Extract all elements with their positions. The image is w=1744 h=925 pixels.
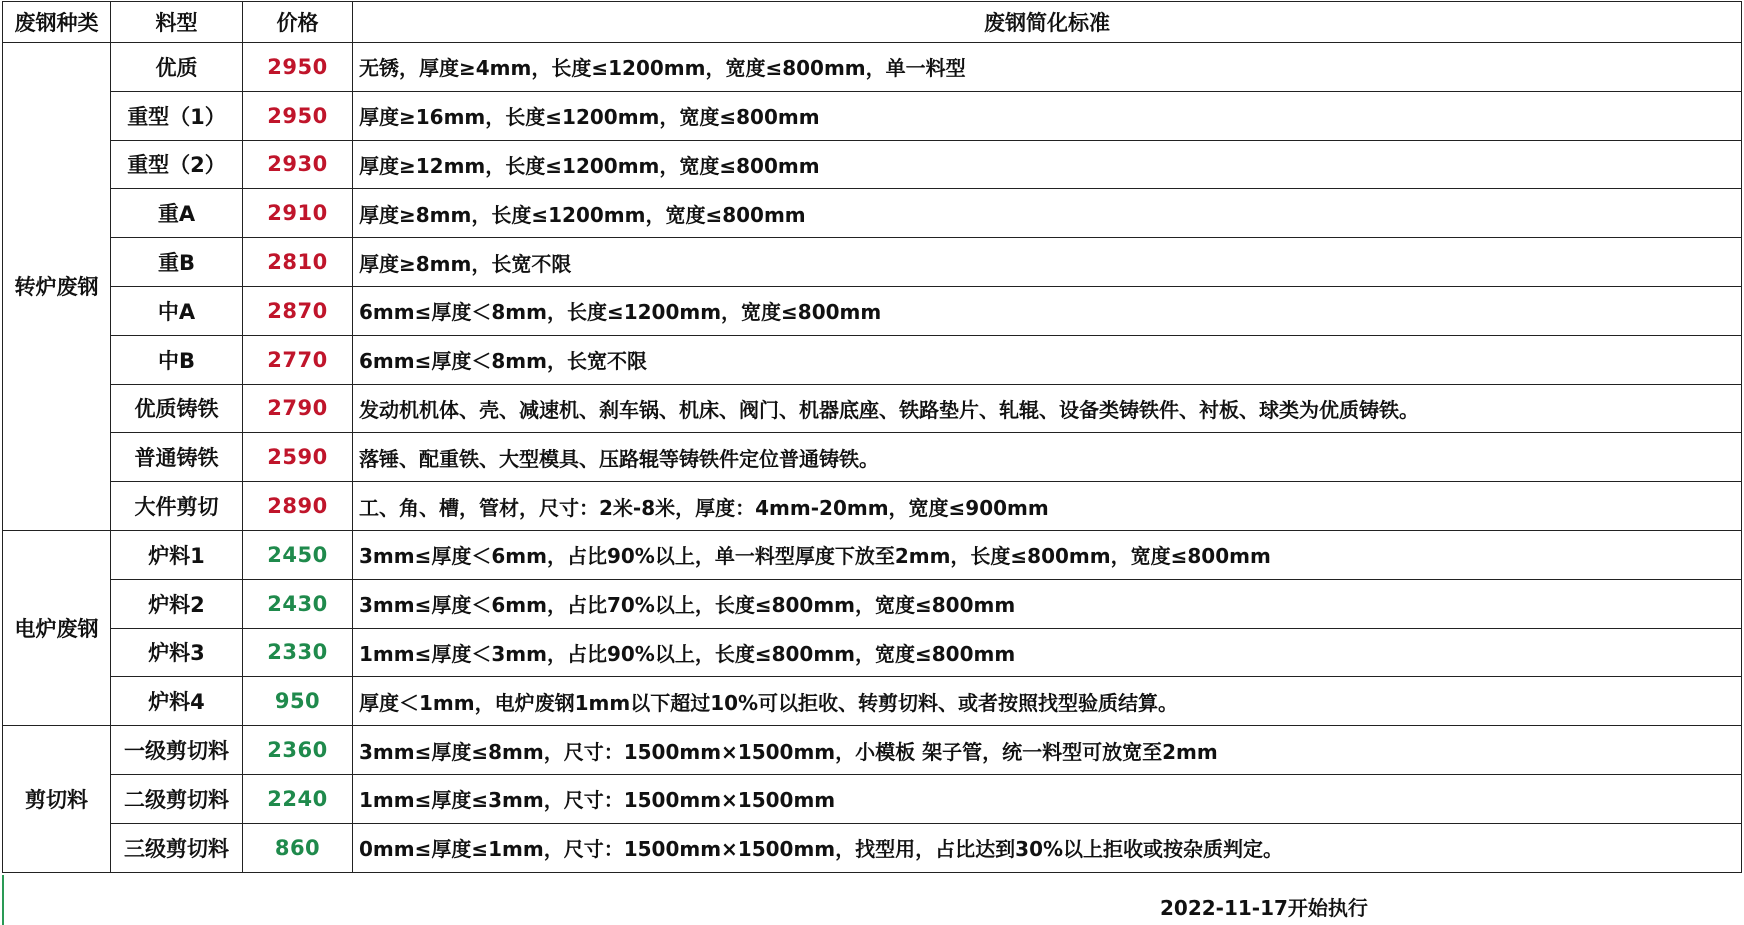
row-type: 优质铸铁 bbox=[111, 384, 243, 433]
row-standard: 3mm≤厚度＜6mm，占比70%以上，长度≤800mm，宽度≤800mm bbox=[353, 579, 1742, 628]
table-row bbox=[3, 823, 1742, 872]
header-standard: 废钢简化标准 bbox=[353, 2, 1742, 43]
row-standard: 厚度≥8mm，长宽不限 bbox=[353, 238, 1742, 287]
table-row bbox=[3, 335, 1742, 384]
row-type: 重型（2） bbox=[111, 140, 243, 189]
row-price: 2910 bbox=[243, 189, 353, 238]
header-price: 价格 bbox=[243, 2, 353, 43]
row-price: 2360 bbox=[243, 726, 353, 775]
row-price: 2870 bbox=[243, 286, 353, 335]
row-type: 炉料3 bbox=[111, 628, 243, 677]
row-price: 2330 bbox=[243, 628, 353, 677]
row-type: 大件剪切 bbox=[111, 482, 243, 531]
group-converter-steel: 转炉废钢 bbox=[3, 43, 111, 531]
row-type: 炉料1 bbox=[111, 530, 243, 579]
row-type: 炉料4 bbox=[111, 677, 243, 726]
row-standard: 工、角、槽，管材，尺寸：2米-8米，厚度：4mm-20mm，宽度≤900mm bbox=[353, 482, 1742, 531]
row-price: 2430 bbox=[243, 579, 353, 628]
row-price: 2450 bbox=[243, 530, 353, 579]
row-price: 2790 bbox=[243, 384, 353, 433]
row-standard: 厚度≥12mm，长度≤1200mm，宽度≤800mm bbox=[353, 140, 1742, 189]
row-price: 2950 bbox=[243, 43, 353, 92]
table-row bbox=[3, 91, 1742, 140]
effective-date: 2022-11-17开始执行 bbox=[1160, 896, 1368, 920]
row-standard: 1mm≤厚度＜3mm，占比90%以上，长度≤800mm，宽度≤800mm bbox=[353, 628, 1742, 677]
scrap-steel-price-table bbox=[2, 1, 1742, 873]
table-row bbox=[3, 774, 1742, 823]
row-standard: 落锤、配重铁、大型模具、压路辊等铸铁件定位普通铸铁。 bbox=[353, 433, 1742, 482]
table-row bbox=[3, 726, 1742, 775]
row-standard: 3mm≤厚度＜6mm，占比90%以上，单一料型厚度下放至2mm，长度≤800mm，宽度≤800mm bbox=[353, 530, 1742, 579]
row-price: 860 bbox=[243, 823, 353, 872]
row-type: 中B bbox=[111, 335, 243, 384]
row-price: 2930 bbox=[243, 140, 353, 189]
table-row bbox=[3, 238, 1742, 287]
table-row bbox=[3, 482, 1742, 531]
table-row bbox=[3, 628, 1742, 677]
row-type: 炉料2 bbox=[111, 579, 243, 628]
row-type: 二级剪切料 bbox=[111, 774, 243, 823]
table-row bbox=[3, 189, 1742, 238]
table-row bbox=[3, 677, 1742, 726]
row-standard: 0mm≤厚度≤1mm，尺寸：1500mm×1500mm，找型用，占比达到30%以上拒收或按杂质判定。 bbox=[353, 823, 1742, 872]
table-row bbox=[3, 140, 1742, 189]
table-row bbox=[3, 43, 1742, 92]
row-standard: 3mm≤厚度≤8mm，尺寸：1500mm×1500mm，小模板 架子管，统一料型可放宽至2mm bbox=[353, 726, 1742, 775]
row-price: 2770 bbox=[243, 335, 353, 384]
table-row bbox=[3, 530, 1742, 579]
row-type: 三级剪切料 bbox=[111, 823, 243, 872]
table-row bbox=[3, 579, 1742, 628]
row-type: 一级剪切料 bbox=[111, 726, 243, 775]
row-type: 重型（1） bbox=[111, 91, 243, 140]
row-type: 优质 bbox=[111, 43, 243, 92]
row-type: 重B bbox=[111, 238, 243, 287]
row-price: 950 bbox=[243, 677, 353, 726]
row-price: 2890 bbox=[243, 482, 353, 531]
row-standard: 厚度≥8mm，长度≤1200mm，宽度≤800mm bbox=[353, 189, 1742, 238]
footer-bar bbox=[2, 875, 1743, 925]
row-standard: 厚度＜1mm，电炉废钢1mm以下超过10%可以拒收、转剪切料、或者按照找型验质结算。 bbox=[353, 677, 1742, 726]
row-standard: 6mm≤厚度＜8mm，长宽不限 bbox=[353, 335, 1742, 384]
group-electric-furnace-steel: 电炉废钢 bbox=[3, 530, 111, 725]
row-standard: 1mm≤厚度≤3mm，尺寸：1500mm×1500mm bbox=[353, 774, 1742, 823]
header-type: 料型 bbox=[111, 2, 243, 43]
header-kind: 废钢种类 bbox=[3, 2, 111, 43]
row-standard: 厚度≥16mm，长度≤1200mm，宽度≤800mm bbox=[353, 91, 1742, 140]
table-row bbox=[3, 384, 1742, 433]
row-price: 2950 bbox=[243, 91, 353, 140]
row-price: 2810 bbox=[243, 238, 353, 287]
group-shear-material: 剪切料 bbox=[3, 726, 111, 872]
row-price: 2240 bbox=[243, 774, 353, 823]
table-row bbox=[3, 433, 1742, 482]
row-price: 2590 bbox=[243, 433, 353, 482]
row-standard: 发动机机体、壳、减速机、刹车锅、机床、阀门、机器底座、铁路垫片、轧辊、设备类铸铁件、衬板、球类为优质铸铁。 bbox=[353, 384, 1742, 433]
table-header-row bbox=[3, 2, 1742, 43]
row-type: 重A bbox=[111, 189, 243, 238]
row-standard: 无锈，厚度≥4mm，长度≤1200mm，宽度≤800mm，单一料型 bbox=[353, 43, 1742, 92]
table-row bbox=[3, 286, 1742, 335]
row-type: 中A bbox=[111, 286, 243, 335]
row-standard: 6mm≤厚度＜8mm，长度≤1200mm，宽度≤800mm bbox=[353, 286, 1742, 335]
row-type: 普通铸铁 bbox=[111, 433, 243, 482]
